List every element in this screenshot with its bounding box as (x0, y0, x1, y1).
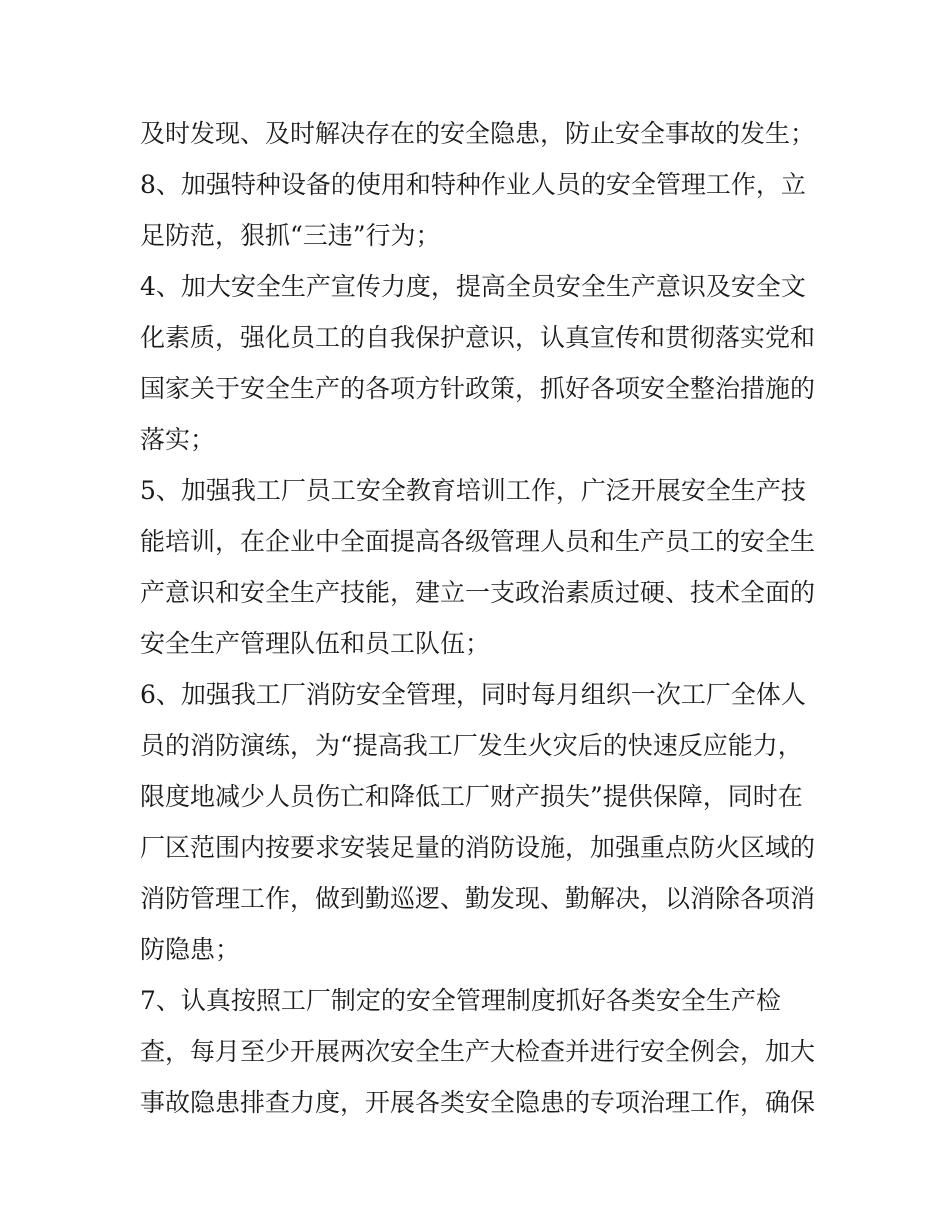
text-line: 7、认真按照工厂制定的安全管理制度抓好各类安全生产检 (140, 986, 781, 1015)
text-line: 4、加大安全生产宣传力度，提高全员安全生产意识及安全文 (140, 272, 806, 301)
text-line: 6、加强我工厂消防安全管理，同时每月组织一次工厂全体人 (140, 680, 806, 709)
text-line: 8、加强特种设备的使用和特种作业人员的安全管理工作，立 (140, 170, 806, 199)
text-line: 安全生产管理队伍和员工队伍； (140, 629, 491, 658)
text-line: 产意识和安全生产技能，建立一支政治素质过硬、技术全面的 (140, 578, 816, 607)
document-body (140, 108, 820, 1128)
text-line: 限度地减少人员伤亡和降低工厂财产损失”提供保障，同时在 (140, 782, 803, 811)
text-line: 查，每月至少开展两次安全生产大检查并进行安全例会，加大 (140, 1037, 816, 1066)
text-line: 落实； (140, 425, 216, 454)
text-line: 事故隐患排查力度，开展各类安全隐患的专项治理工作，确保 (140, 1088, 816, 1117)
text-line: 5、加强我工厂员工安全教育培训工作，广泛开展安全生产技 (140, 476, 806, 505)
text-line: 能培训，在企业中全面提高各级管理人员和生产员工的安全生 (140, 527, 816, 556)
text-line: 及时发现、及时解决存在的安全隐患，防止安全事故的发生； (140, 119, 816, 148)
text-line: 国家关于安全生产的各项方针政策，抓好各项安全整治措施的 (140, 374, 816, 403)
text-line: 消防管理工作，做到勤巡逻、勤发现、勤解决，以消除各项消 (140, 884, 816, 913)
text-line: 足防范，狠抓“三违”行为； (140, 221, 441, 250)
text-line: 化素质，强化员工的自我保护意识，认真宣传和贯彻落实党和 (140, 323, 816, 352)
text-line: 员的消防演练，为“提高我工厂发生火灾后的快速反应能力， (140, 731, 803, 760)
text-line: 厂区范围内按要求安装足量的消防设施，加强重点防火区域的 (140, 833, 816, 862)
text-line: 防隐患； (140, 935, 241, 964)
